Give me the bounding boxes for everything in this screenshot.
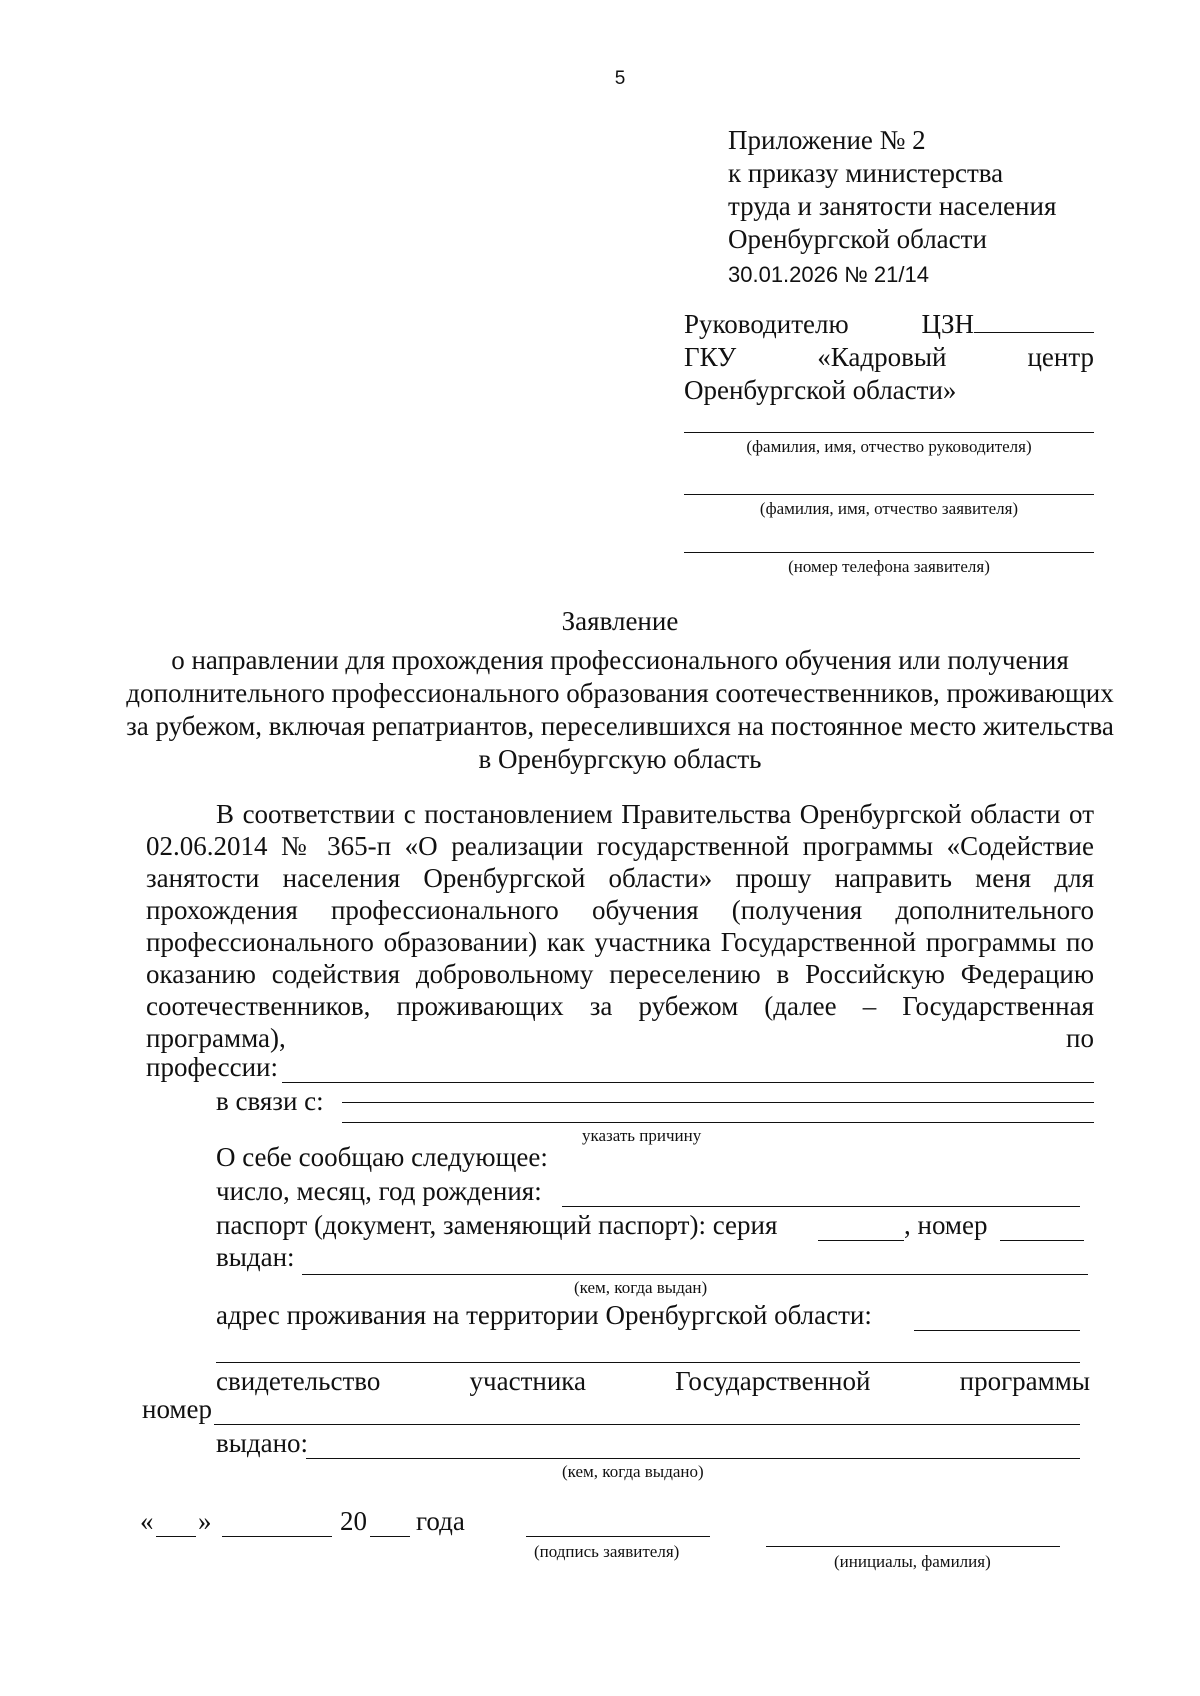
addressee-gku: ГКУ [684, 342, 737, 372]
passport-number-label: , номер [904, 1210, 988, 1240]
appendix-line-4: Оренбургской области [728, 224, 987, 254]
cert-word-1: свидетельство [216, 1366, 381, 1396]
applicant-name-field[interactable] [684, 494, 1094, 519]
profession-input-line[interactable] [282, 1082, 1094, 1083]
passport-label: паспорт (документ, заменяющий паспорт): серия [216, 1210, 778, 1240]
addressee-center: центр [1027, 342, 1094, 372]
cert-issued-caption: (кем, когда выдано) [562, 1462, 704, 1481]
issued-label: выдан: [216, 1242, 295, 1272]
cert-issued-label: выдано: [216, 1428, 309, 1458]
document-subtitle: о направлении для прохождения профессионального обучения или получения дополнительного профессионального образования соотечественников, проживающих за рубежом, включая репатриантов, переселившихся на постоянное место жительства в Оренбургскую область [126, 645, 1114, 774]
reason-label: в связи с: [216, 1086, 324, 1116]
addressee-line-1 [684, 308, 1094, 341]
applicant-name-caption: (фамилия, имя, отчество заявителя) [759, 499, 1019, 518]
initials-line[interactable] [766, 1546, 1060, 1547]
addressee-block [684, 308, 1094, 407]
signature-caption: (подпись заявителя) [534, 1542, 680, 1561]
reason-input-line-1[interactable] [342, 1102, 1094, 1103]
address-label: адрес проживания на территории Оренбургской области: [216, 1300, 872, 1330]
czn-blank-line[interactable] [974, 332, 1094, 333]
addressee-head-word: Руководителю [684, 309, 849, 339]
cert-number-label: номер [142, 1394, 213, 1424]
about-label: О себе сообщаю следующее: [216, 1142, 548, 1172]
appendix-line-2: к приказу министерства [728, 158, 1004, 188]
date-year-suffix: года [416, 1506, 465, 1536]
applicant-phone-field[interactable] [684, 552, 1094, 577]
head-name-field[interactable] [684, 432, 1094, 457]
passport-series-line[interactable] [818, 1240, 904, 1241]
body-paragraph-text: В соответствии с постановлением Правительства Оренбургской области от 02.06.2014 № 365-п «О реализации государственной программы «Содействие занятости населения Оренбургской области» прошу направить меня для прохождения профессионального обучения (получения дополнительного профессионального образовании) как участника Государственной программы по оказанию содействия добровольному переселению в Российскую Федерацию соотечественников, проживающих за рубежом (далее – Государственная программа), по [146, 799, 1094, 1053]
address-input-line-2[interactable] [216, 1362, 1080, 1363]
applicant-phone-caption: (номер телефона заявителя) [788, 557, 990, 576]
head-name-caption: (фамилия, имя, отчество руководителя) [746, 437, 1032, 456]
reason-caption: указать причину [582, 1126, 702, 1145]
date-close-quote: » [198, 1506, 212, 1536]
date-year-prefix: 20 [340, 1506, 367, 1536]
issued-input-line[interactable] [302, 1274, 1088, 1275]
cert-word-3: Государственной [675, 1366, 871, 1396]
date-open-quote: « [140, 1506, 154, 1536]
body-paragraph [146, 798, 1094, 1054]
birth-label: число, месяц, год рождения: [216, 1176, 542, 1206]
document-title: Заявление [561, 606, 679, 636]
date-month-line[interactable] [222, 1536, 332, 1537]
addressee-line-2 [684, 341, 1094, 374]
date-day-line[interactable] [156, 1536, 196, 1537]
birth-input-line[interactable] [562, 1206, 1080, 1207]
addressee-kadr: «Кадровый [817, 342, 947, 372]
addressee-czn: ЦЗН [921, 308, 1094, 341]
address-input-line-1[interactable] [914, 1330, 1080, 1331]
appendix-block [728, 124, 1056, 291]
appendix-line-3: труда и занятости населения [728, 191, 1057, 221]
cert-word-4: программы [959, 1366, 1090, 1396]
addressee-line-3: Оренбургской области» [684, 375, 957, 405]
initials-caption: (инициалы, фамилия) [834, 1552, 991, 1571]
cert-number-input-line[interactable] [214, 1424, 1080, 1425]
cert-issued-input-line[interactable] [306, 1458, 1080, 1459]
appendix-date-number: 30.01.2026 № 21/14 [728, 262, 929, 287]
reason-input-line-2[interactable] [342, 1122, 1094, 1123]
date-year-line[interactable] [370, 1536, 410, 1537]
signature-line[interactable] [526, 1536, 710, 1537]
page-number: 5 [614, 68, 626, 89]
passport-number-line[interactable] [1000, 1240, 1084, 1241]
issued-caption: (кем, когда выдан) [574, 1278, 708, 1297]
cert-word-2: участника [469, 1366, 586, 1396]
appendix-line-1: Приложение № 2 [728, 125, 926, 155]
certificate-line [216, 1366, 1090, 1397]
profession-label: профессии: [146, 1052, 278, 1082]
